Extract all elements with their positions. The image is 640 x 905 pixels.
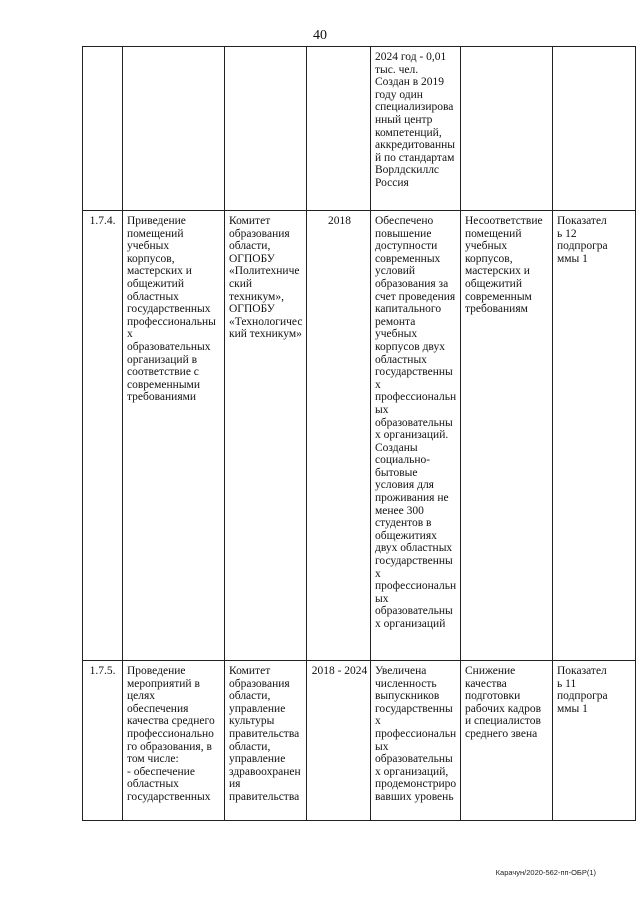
- page-number: 40: [313, 28, 327, 43]
- indicator-cell: [553, 47, 636, 211]
- table-row: [83, 661, 636, 821]
- expected-result-cell: Увеличена численность выпускников государственны х профессиональн ых образовательны х организаций, продемонстриро вавших уровень: [371, 661, 461, 821]
- program-measures-table: [82, 46, 636, 821]
- measure-number-cell: 1.7.5.: [83, 661, 123, 821]
- executor-cell: [225, 47, 307, 211]
- expected-result-cell: 2024 год - 0,01 тыс. чел. Создан в 2019 году один специализирова нный центр компетенций, аккредитованны й по стандартам Ворлдскиллс Россия: [371, 47, 461, 211]
- table-row: [83, 47, 636, 211]
- measure-number-cell: [83, 47, 123, 211]
- period-cell: [307, 47, 371, 211]
- measure-name-cell: [123, 47, 225, 211]
- period-cell: 2018 - 2024: [307, 661, 371, 821]
- consequence-cell: Снижение качества подготовки рабочих кадров и специалистов среднего звена: [461, 661, 553, 821]
- indicator-cell: Показател ь 11 подпрогра ммы 1: [553, 661, 636, 821]
- consequence-cell: [461, 47, 553, 211]
- measure-name-cell: Проведение мероприятий в целях обеспечения качества среднего профессионально го образования, в том числе: - обеспечение областных государственных: [123, 661, 225, 821]
- executor-cell: Комитет образования области, ОГПОБУ «Политехниче ский техникум», ОГПОБУ «Технологичес кий техникум»: [225, 211, 307, 661]
- table-row: [83, 211, 636, 661]
- expected-result-cell: Обеспечено повышение доступности современных условий образования за счет проведения капитального ремонта учебных корпусов двух областных государственны х профессиональн ых образовательны х организаций. Созданы социально- бытовые условия для проживания не менее 300 студентов в общежитиях двух областных государственны х профессиональн ых образовательны х организаций: [371, 211, 461, 661]
- measure-name-cell: Приведение помещений учебных корпусов, мастерских и общежитий областных государственных профессиональны х образовательных организаций в соответствие с современными требованиями: [123, 211, 225, 661]
- executor-cell: Комитет образования области, управление культуры правительства области, управление здравоохранен ия правительства: [225, 661, 307, 821]
- measure-number-cell: 1.7.4.: [83, 211, 123, 661]
- indicator-cell: Показател ь 12 подпрогра ммы 1: [553, 211, 636, 661]
- document-code: Карачун/2020-562-пп-ОБР(1): [495, 868, 596, 877]
- period-cell: 2018: [307, 211, 371, 661]
- consequence-cell: Несоответствие помещений учебных корпусов, мастерских и общежитий современным требованиям: [461, 211, 553, 661]
